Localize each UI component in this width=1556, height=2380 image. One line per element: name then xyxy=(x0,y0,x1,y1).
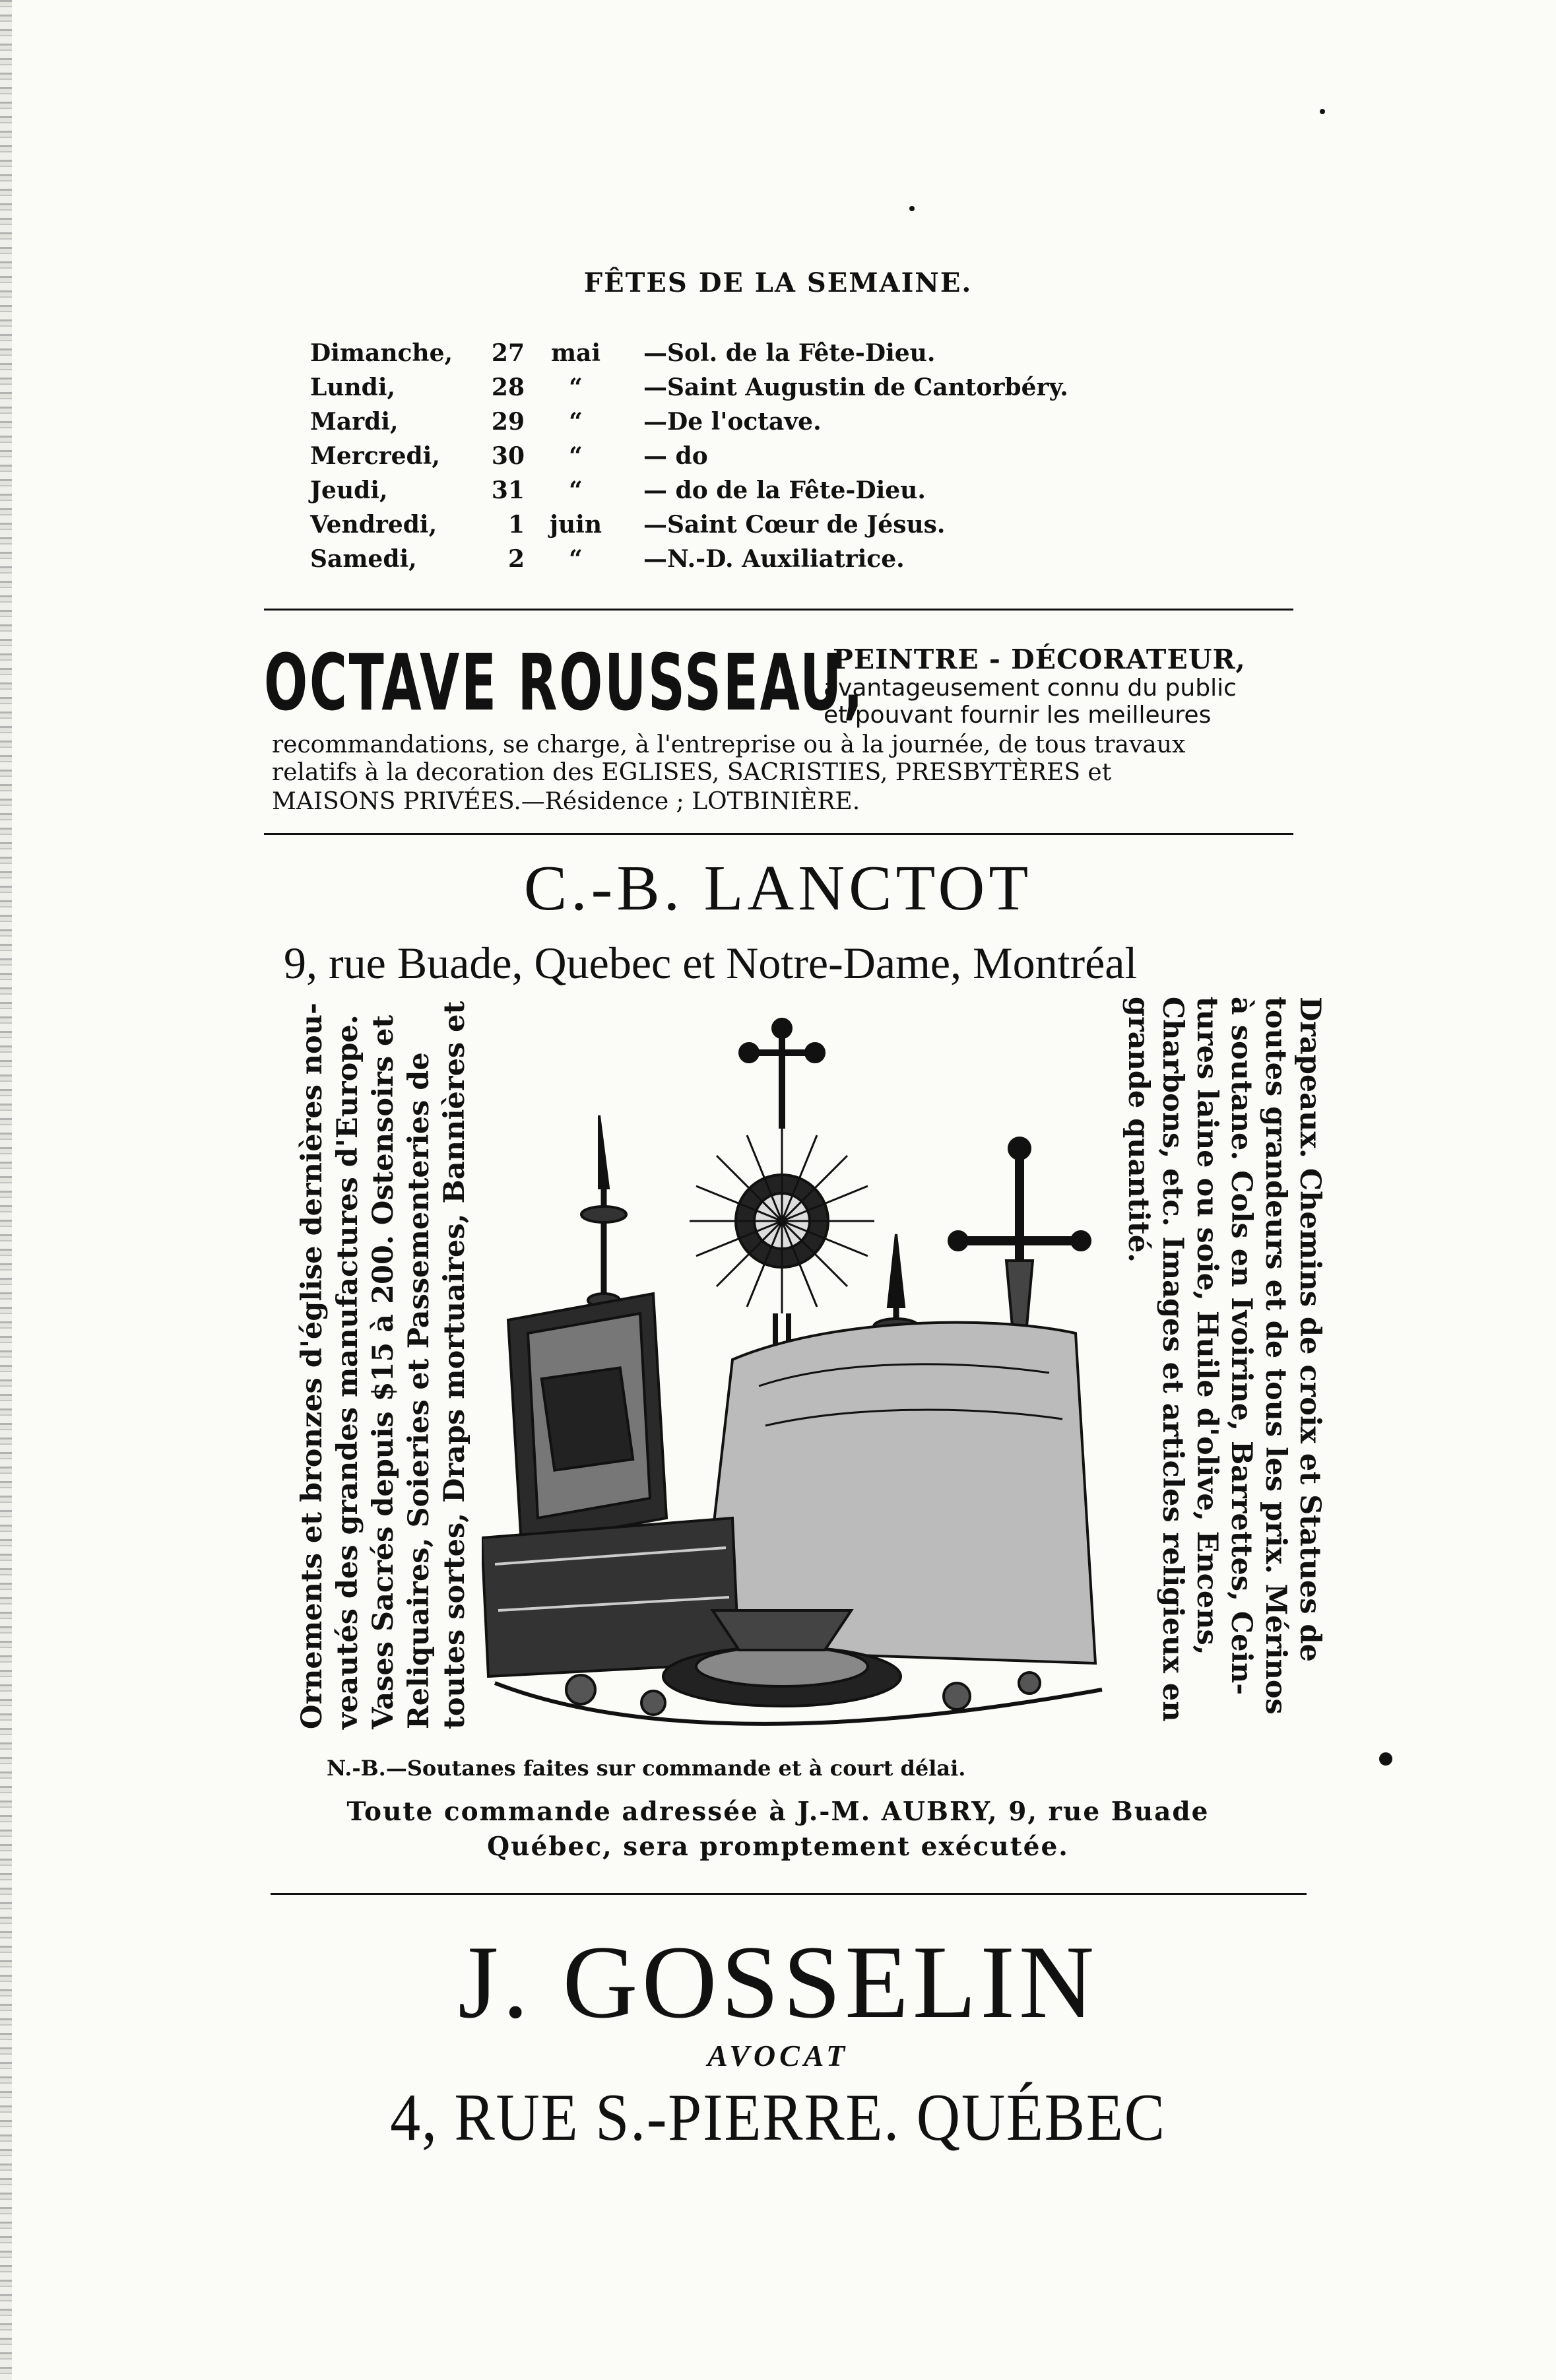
fetes-feast: —Saint Augustin de Cantorbéry. xyxy=(643,374,1068,401)
fetes-feast: —Saint Cœur de Jésus. xyxy=(643,511,946,539)
gosselin-name: J. GOSSELIN xyxy=(457,1925,1099,2040)
lanctot-right-line: Charbons, etc. Images et articles religieux en xyxy=(1156,997,1189,1722)
rousseau-text: recommandations, se charge, à l'entreprise ou à la journée, de tous travaux xyxy=(272,731,1186,758)
fetes-month: “ xyxy=(569,442,583,470)
rousseau-title: PEINTRE - DÉCORATEUR, xyxy=(833,644,1246,675)
fetes-day: Mercredi, xyxy=(310,442,440,470)
rousseau-text: relatifs à la decoration des EGLISES, SACRISTIES, PRESBYTÈRES et xyxy=(272,759,1112,786)
fetes-feast: — do xyxy=(643,442,708,470)
lanctot-left-line: Vases Sacrés depuis $15 à 200. Ostensoirs et xyxy=(367,1014,400,1729)
fetes-date: 2 xyxy=(507,545,525,573)
lanctot-left-line: Ornements et bronzes d'église dernières nou- xyxy=(296,1003,329,1729)
divider xyxy=(264,833,1293,835)
divider xyxy=(264,609,1293,611)
lanctot-address: 9, rue Buade, Quebec et Notre-Dame, Montréal xyxy=(284,938,1138,988)
fetes-month: mai xyxy=(550,339,601,367)
fetes-day: Vendredi, xyxy=(310,511,438,539)
ink-speck xyxy=(909,206,915,211)
lanctot-note: N.-B.—Soutanes faites sur commande et à court délai. xyxy=(327,1756,966,1781)
rousseau-name: OCTAVE ROUSSEAU, xyxy=(264,637,865,728)
fetes-title: FÊTES DE LA SEMAINE. xyxy=(583,267,973,298)
fetes-month: juin xyxy=(549,511,602,539)
rousseau-text: avantageusement connu du public xyxy=(824,675,1237,702)
fetes-date: 28 xyxy=(491,374,525,401)
lanctot-right-line: tures laine ou soie, Huile d'olive, Encens, xyxy=(1190,997,1223,1655)
church-ornaments-engraving xyxy=(482,1016,1109,1749)
lanctot-left-line: Reliquaires, Soieries et Passementeries de xyxy=(403,1052,436,1729)
lanctot-right-line: Drapeaux. Chemins de croix et Statues de xyxy=(1293,997,1326,1662)
fetes-month: “ xyxy=(569,477,583,504)
fetes-feast: —Sol. de la Fête-Dieu. xyxy=(643,339,936,367)
lanctot-order-line: Québec, sera promptement exécutée. xyxy=(487,1832,1069,1862)
fetes-date: 27 xyxy=(491,339,525,367)
fetes-date: 30 xyxy=(491,442,525,470)
fetes-day: Jeudi, xyxy=(310,477,388,504)
rousseau-text: MAISONS PRIVÉES.—Résidence ; LOTBINIÈRE. xyxy=(272,788,860,815)
rousseau-text: et pouvant fournir les meilleures xyxy=(824,702,1212,729)
fetes-day: Mardi, xyxy=(310,408,399,436)
fetes-day: Dimanche, xyxy=(310,339,453,367)
gosselin-address: 4, RUE S.-PIERRE. QUÉBEC xyxy=(390,2080,1166,2155)
fetes-date: 29 xyxy=(491,408,525,436)
fetes-date: 1 xyxy=(507,511,525,539)
divider xyxy=(271,1893,1307,1895)
lanctot-right-line: à soutane. Cols en Ivoirine, Barrettes, Cein- xyxy=(1225,997,1258,1696)
lanctot-right-line: grande quantité. xyxy=(1122,997,1155,1263)
lanctot-left-line: toutes sortes, Draps mortuaires, Bannières et xyxy=(438,1001,471,1729)
fetes-day: Samedi, xyxy=(310,545,417,573)
fetes-month: “ xyxy=(569,408,583,436)
ink-speck xyxy=(1320,109,1325,114)
fetes-date: 31 xyxy=(491,477,525,504)
gosselin-title: AVOCAT xyxy=(707,2039,849,2072)
fetes-feast: — do de la Fête-Dieu. xyxy=(643,477,926,504)
fetes-month: “ xyxy=(569,545,583,573)
lanctot-left-line: veautés des grandes manufactures d'Europe. xyxy=(331,1014,364,1729)
ink-speck xyxy=(1379,1752,1392,1766)
fetes-day: Lundi, xyxy=(310,374,396,401)
lanctot-name: C.-B. LANCTOT xyxy=(523,853,1033,924)
fetes-feast: —N.-D. Auxiliatrice. xyxy=(643,545,905,573)
lanctot-order-line: Toute commande adressée à J.-M. AUBRY, 9, rue Buade xyxy=(346,1797,1210,1827)
fetes-feast: —De l'octave. xyxy=(643,408,822,436)
fetes-month: “ xyxy=(569,374,583,401)
lanctot-right-line: toutes grandeurs et de tous les prix. Mérinos xyxy=(1259,997,1292,1715)
